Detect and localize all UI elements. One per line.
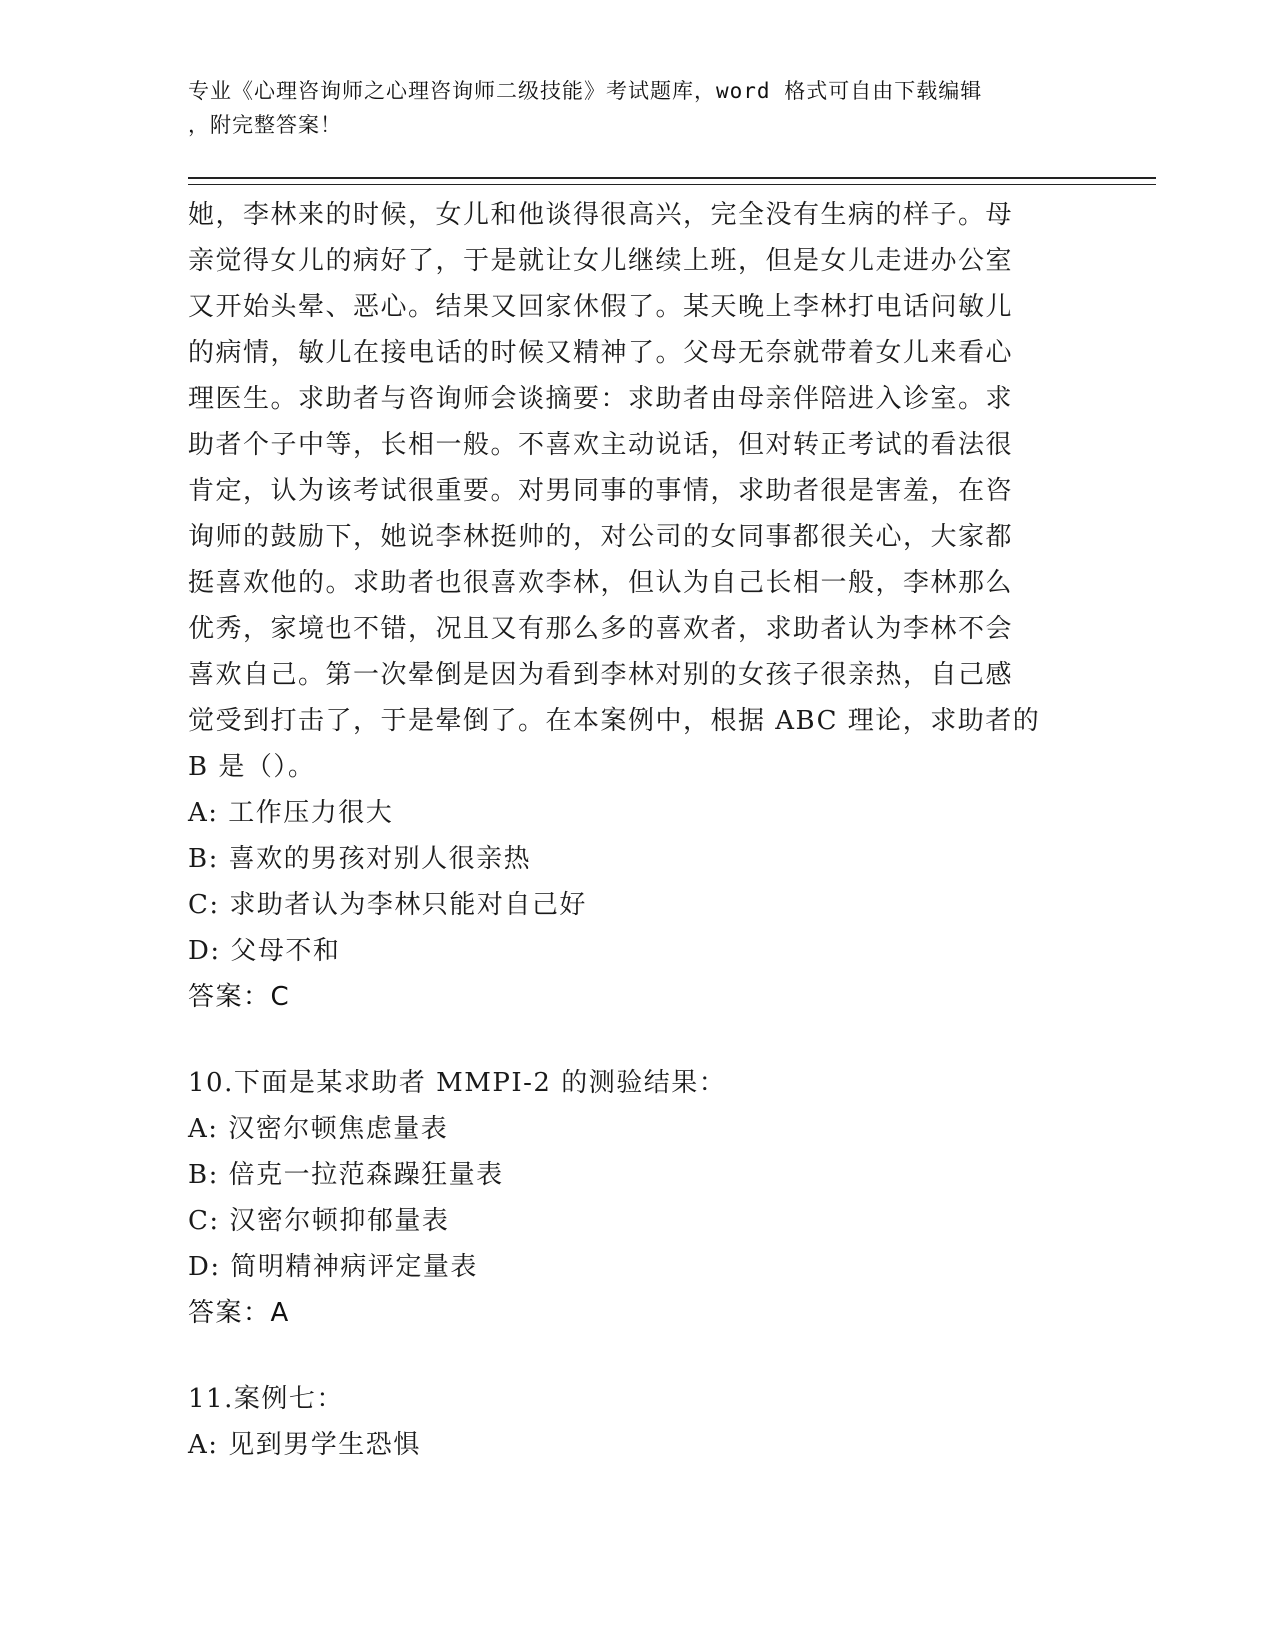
passage-line: 挺喜欢他的。求助者也很喜欢李林，但认为自己长相一般，李林那么 [188, 568, 1014, 598]
passage-line: 她，李林来的时候，女儿和他谈得很高兴，完全没有生病的样子。母 [188, 200, 1014, 230]
q10-option-a: A: 汉密尔顿焦虑量表 [188, 1114, 449, 1144]
passage-line: 询师的鼓励下，她说李林挺帅的，对公司的女同事都很关心，大家都 [188, 522, 1014, 552]
header-divider-thin [188, 184, 1156, 185]
passage-line: 觉受到打击了，于是晕倒了。在本案例中，根据 ABC 理论，求助者的 [188, 706, 1041, 736]
header-line-1: 专业《心理咨询师之心理咨询师二级技能》考试题库，word 格式可自由下载编辑 [188, 79, 983, 103]
q9-option-a: A: 工作压力很大 [188, 798, 394, 828]
header-divider [188, 177, 1156, 179]
passage-line: 的病情，敏儿在接电话的时候又精神了。父母无奈就带着女儿来看心 [188, 338, 1014, 368]
q10-option-b: B: 倍克一拉范森躁狂量表 [188, 1160, 504, 1190]
passage-line: 优秀，家境也不错，况且又有那么多的喜欢者，求助者认为李林不会 [188, 614, 1014, 644]
passage-line: 肯定，认为该考试很重要。对男同事的事情，求助者很是害羞，在咨 [188, 476, 1014, 506]
passage-line: 理医生。求助者与咨询师会谈摘要：求助者由母亲伴陪进入诊室。求 [188, 384, 1014, 414]
q10-answer: 答案：A [188, 1298, 290, 1328]
q10-option-d: D: 简明精神病评定量表 [188, 1252, 478, 1282]
document-header [188, 74, 1088, 142]
q11-option-a: A: 见到男学生恐惧 [188, 1430, 421, 1460]
passage-line: 亲觉得女儿的病好了，于是就让女儿继续上班，但是女儿走进办公室 [188, 246, 1014, 276]
passage-line: B 是（）。 [188, 752, 316, 782]
passage-line: 又开始头晕、恶心。结果又回家休假了。某天晚上李林打电话问敏儿 [188, 292, 1014, 322]
q10-option-c: C: 汉密尔顿抑郁量表 [188, 1206, 450, 1236]
document-body [188, 192, 1068, 1468]
q11-stem: 11.案例七： [188, 1384, 344, 1414]
q9-answer: 答案：C [188, 982, 291, 1012]
q10-stem: 10.下面是某求助者 MMPI-2 的测验结果： [188, 1068, 727, 1098]
passage-line: 喜欢自己。第一次晕倒是因为看到李林对别的女孩子很亲热，自己感 [188, 660, 1014, 690]
q9-option-c: C: 求助者认为李林只能对自己好 [188, 890, 587, 920]
q9-option-d: D: 父母不和 [188, 936, 341, 966]
header-line-2: ，附完整答案！ [188, 113, 342, 137]
passage-line: 助者个子中等，长相一般。不喜欢主动说话，但对转正考试的看法很 [188, 430, 1014, 460]
spacer [188, 1336, 1068, 1376]
spacer [188, 1020, 1068, 1060]
q9-option-b: B: 喜欢的男孩对别人很亲热 [188, 844, 532, 874]
